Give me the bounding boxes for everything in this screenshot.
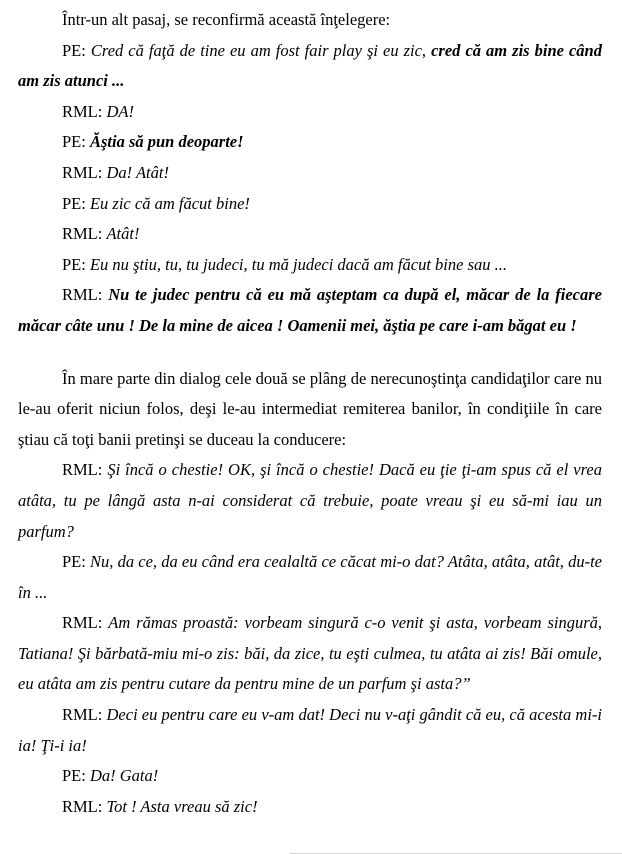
dialogue: Cred că faţă de tine eu am fost fair play şi eu zic, [90, 40, 432, 60]
speaker-label: PE: [62, 132, 90, 152]
speaker-label: RML: [62, 285, 109, 305]
speaker-label: PE: [62, 40, 91, 60]
speaker-label: PE: [62, 254, 90, 274]
dialogue: Tot ! Asta vreau să zic! [106, 796, 258, 816]
dialogue: Atât! [106, 224, 140, 244]
speaker-label: RML: [62, 224, 107, 244]
paragraph [18, 189, 602, 220]
paragraph [18, 761, 602, 792]
paragraph [18, 700, 602, 761]
dialogue: Şi încă o chestie! OK, şi încă o chestie! Dacă eu ţie ţi-am spus că el vrea atâta, tu pe lângă asta n-ai considerat că trebuie, poate vreau şi eu să-mi iau un parfum? [18, 460, 602, 541]
dialogue: Nu, da ce, da eu când era cealaltă ce căcat mi-o dat? Atâta, atâta, atât, du-te în ... [18, 552, 602, 602]
paragraph [18, 792, 602, 823]
paragraph [18, 608, 602, 700]
paragraph [18, 127, 602, 158]
paragraph [18, 455, 602, 547]
dialogue: Eu zic că am făcut bine! [89, 193, 250, 213]
dialogue-emphasis: cred că am zis bine când am zis atunci ... [18, 40, 602, 91]
dialogue-emphasis: Nu te judec pentru că eu mă aşteptam ca după el, măcar de la fiecare măcar câte unu ! De la mine de aicea ! Oamenii mei, ăştia pe care i-am băgat eu ! [18, 285, 602, 335]
paragraph [18, 547, 602, 608]
paragraph [18, 97, 602, 128]
paragraph [18, 36, 602, 97]
dialogue-emphasis: Ăştia să pun deoparte! [89, 132, 244, 152]
narration: Într-un alt pasaj, se reconfirmă această înţelegere: [62, 10, 391, 29]
speaker-label: PE: [62, 552, 91, 572]
speaker-label: RML: [62, 613, 109, 633]
dialogue: Da! Gata! [89, 766, 159, 786]
dialogue: Am rămas proastă: vorbeam singură c-o venit şi asta, vorbeam singură, Tatiana! Şi bărbată-miu mi-o zis: băi, da zice, tu eşti culmea, tu atâta ai zis! Băi omule, eu atâta am zis pentru cutare da pentru mine de un parfum şi asta?” [18, 613, 603, 694]
narration: În mare parte din dialog cele două se plâng de nerecunoştinţa candidaţilor care nu le-au oferit niciun folos, deşi le-au intermediat remiterea banilor, în condiţiile în care ştiau că toţi banii pretinşi se duceau la conducere: [18, 368, 602, 449]
paragraph [18, 5, 602, 36]
paragraph [18, 250, 602, 281]
speaker-label: PE: [62, 766, 90, 786]
speaker-label: RML: [62, 460, 108, 480]
paragraph-spacer [18, 342, 602, 364]
document-content [18, 5, 602, 822]
paragraph [18, 219, 602, 250]
dialogue: Eu nu ştiu, tu, tu judeci, tu mă judeci dacă am făcut bine sau ... [89, 254, 507, 274]
dialogue: Deci eu pentru care eu v-am dat! Deci nu v-aţi gândit că eu, că acesta mi-i ia! Ţi-i ia! [18, 705, 602, 755]
speaker-label: RML: [62, 705, 107, 725]
speaker-label: RML: [62, 101, 107, 121]
paragraph [18, 364, 602, 456]
paragraph [18, 158, 602, 189]
speaker-label: RML: [62, 162, 107, 182]
dialogue: Da! Atât! [106, 162, 169, 182]
paragraph [18, 280, 602, 341]
dialogue: DA! [106, 101, 134, 121]
speaker-label: PE: [62, 193, 90, 213]
speaker-label: RML: [62, 796, 107, 816]
